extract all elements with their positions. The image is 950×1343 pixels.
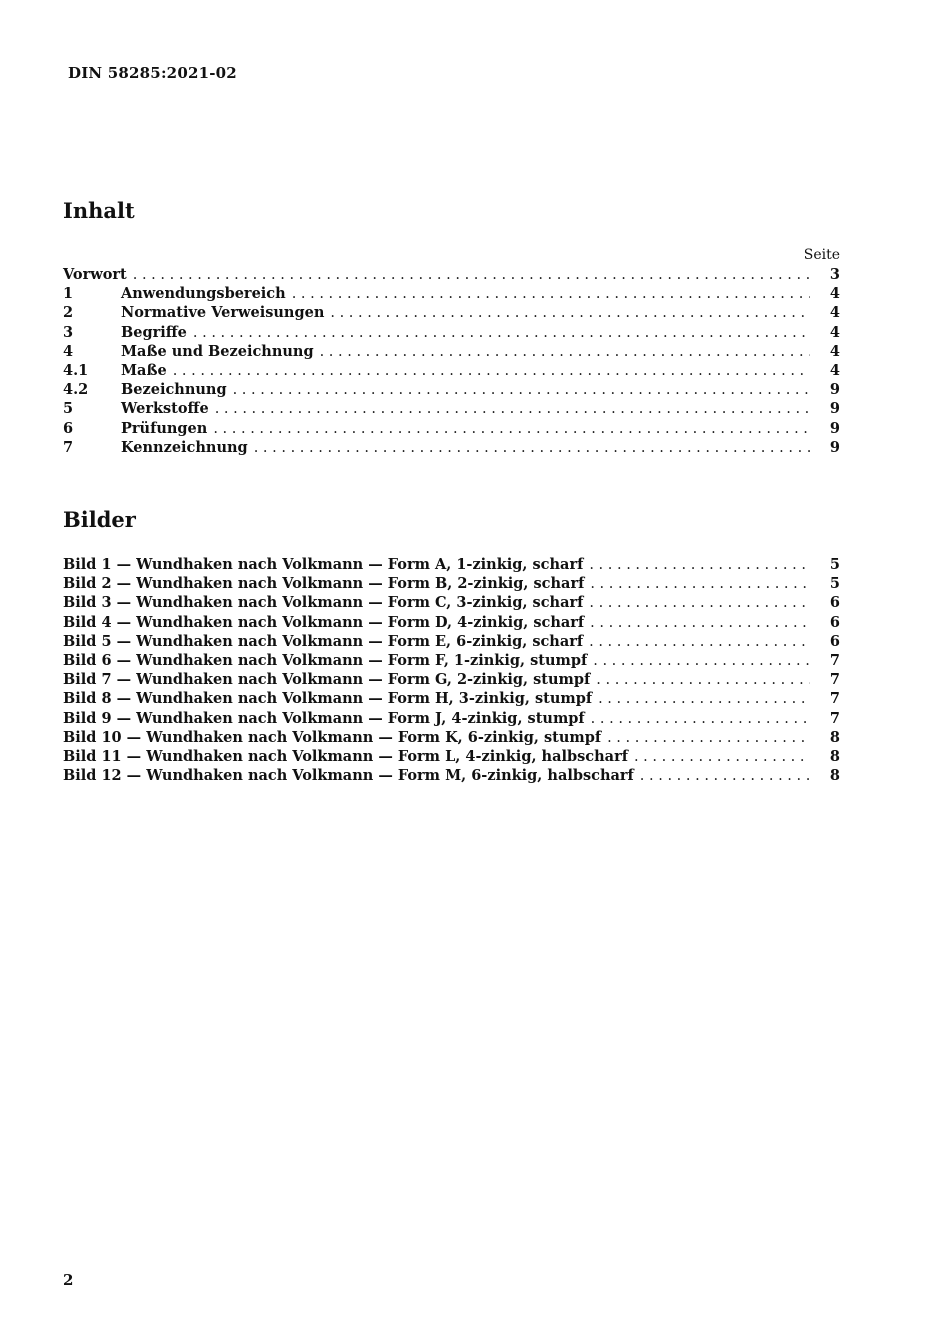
figure-entry-page: 7 [829, 651, 840, 669]
figure-entry-label: Bild 10 — Wundhaken nach Volkmann — Form K, 6-zinkig, stumpf [63, 728, 602, 746]
toc-entry-page: 4 [829, 361, 840, 379]
dot-leader [589, 633, 810, 652]
figure-entry-label: Bild 9 — Wundhaken nach Volkmann — Form J, 4-zinkig, stumpf [63, 709, 585, 727]
figure-entry-page: 5 [829, 556, 840, 573]
page-column-label: Seite [803, 247, 840, 263]
dot-leader [598, 690, 810, 709]
figure-entry-page: 6 [829, 632, 840, 650]
figure-entry-label: Bild 6 — Wundhaken nach Volkmann — Form F, 1-zinkig, stumpf [63, 651, 588, 669]
toc-entry[interactable] [63, 303, 840, 322]
toc-entry-label: Kennzeichnung [121, 438, 248, 456]
contents-title: Inhalt [63, 198, 135, 223]
figure-entry-label: Bild 8 — Wundhaken nach Volkmann — Form H, 3-zinkig, stumpf [63, 690, 593, 708]
figure-entry-page: 7 [829, 709, 840, 727]
dot-leader [591, 710, 810, 729]
dot-leader [589, 594, 810, 613]
table-of-contents [63, 246, 840, 457]
dot-leader [215, 400, 810, 419]
figure-entry-label: Bild 2 — Wundhaken nach Volkmann — Form B, 2-zinkig, scharf [63, 575, 585, 593]
toc-entry-page: 4 [829, 285, 840, 303]
figure-entry-label: Bild 5 — Wundhaken nach Volkmann — Form E, 6-zinkig, scharf [63, 632, 584, 650]
toc-entry[interactable] [63, 342, 840, 361]
figure-entry-page: 7 [829, 671, 840, 689]
page-number: 2 [63, 1271, 74, 1289]
dot-leader [593, 652, 810, 671]
toc-entry[interactable] [63, 361, 840, 380]
dot-leader [590, 614, 810, 633]
figure-entry[interactable] [63, 555, 840, 574]
figure-entry[interactable] [63, 689, 840, 708]
figure-entry[interactable] [63, 593, 840, 612]
toc-entry-page: 9 [829, 381, 840, 399]
dot-leader [233, 381, 810, 400]
figure-entry-label: Bild 4 — Wundhaken nach Volkmann — Form D, 4-zinkig, scharf [63, 613, 585, 631]
toc-entry-label: Werkstoffe [121, 400, 209, 418]
toc-entry-label: Vorwort [63, 266, 127, 283]
toc-entry[interactable] [63, 380, 840, 399]
figure-entry-label: Bild 7 — Wundhaken nach Volkmann — Form G, 2-zinkig, stumpf [63, 671, 591, 689]
toc-entry-page: 4 [829, 323, 840, 341]
toc-entry-label: Maße und Bezeichnung [121, 342, 314, 360]
toc-entry-label: Normative Verweisungen [121, 304, 325, 322]
dot-leader [254, 439, 810, 458]
toc-entry[interactable] [63, 419, 840, 438]
toc-entry-label: Maße [121, 361, 167, 379]
figure-entry-page: 7 [829, 690, 840, 708]
toc-entry-page: 9 [829, 400, 840, 418]
dot-leader [589, 556, 810, 575]
figure-entry[interactable] [63, 632, 840, 651]
dot-leader [634, 748, 810, 767]
dot-leader [607, 729, 810, 748]
dot-leader [133, 266, 810, 285]
toc-entry-number: 7 [63, 438, 74, 456]
figure-entry-page: 6 [829, 613, 840, 631]
toc-entry-label: Prüfungen [121, 419, 208, 437]
figure-entry-page: 8 [829, 767, 840, 785]
toc-entry[interactable] [63, 438, 840, 457]
toc-entry-number: 4.1 [63, 361, 89, 379]
figure-entry-label: Bild 12 — Wundhaken nach Volkmann — Form M, 6-zinkig, halbscharf [63, 767, 634, 785]
figure-entry[interactable] [63, 613, 840, 632]
toc-entry-number: 5 [63, 400, 74, 418]
toc-entry-page: 3 [829, 266, 840, 283]
figure-entry[interactable] [63, 670, 840, 689]
toc-entry-page: 9 [829, 419, 840, 437]
toc-entry[interactable] [63, 323, 840, 342]
document-id: DIN 58285:2021-02 [68, 64, 237, 82]
toc-entry-label: Anwendungsbereich [121, 285, 286, 303]
toc-entry-number: 2 [63, 304, 74, 322]
figure-entry-label: Bild 1 — Wundhaken nach Volkmann — Form A, 1-zinkig, scharf [63, 556, 584, 573]
figure-entry-page: 6 [829, 594, 840, 612]
figure-entry[interactable] [63, 728, 840, 747]
figure-entry[interactable] [63, 766, 840, 785]
figure-entry[interactable] [63, 709, 840, 728]
toc-entry[interactable] [63, 399, 840, 418]
toc-entry-number: 4 [63, 342, 74, 360]
toc-entry-number: 3 [63, 323, 74, 341]
figure-entry-label: Bild 11 — Wundhaken nach Volkmann — Form L, 4-zinkig, halbscharf [63, 747, 628, 765]
list-of-figures [63, 555, 840, 785]
figure-entry[interactable] [63, 747, 840, 766]
toc-entry-label: Bezeichnung [121, 381, 227, 399]
toc-entry-page: 4 [829, 342, 840, 360]
dot-leader [320, 343, 810, 362]
figure-entry-page: 8 [829, 747, 840, 765]
figures-title: Bilder [63, 507, 136, 532]
dot-leader [330, 304, 810, 323]
toc-entry[interactable] [63, 265, 840, 284]
dot-leader [640, 767, 810, 786]
dot-leader [596, 671, 810, 690]
dot-leader [213, 420, 810, 439]
toc-entry-number: 1 [63, 285, 74, 303]
toc-entry-label: Begriffe [121, 323, 187, 341]
figure-entry[interactable] [63, 574, 840, 593]
toc-entry[interactable] [63, 284, 840, 303]
toc-entry-page: 9 [829, 438, 840, 456]
toc-entry-number: 4.2 [63, 381, 89, 399]
figure-entry-page: 5 [829, 575, 840, 593]
dot-leader [173, 362, 810, 381]
figure-entry[interactable] [63, 651, 840, 670]
figure-entry-label: Bild 3 — Wundhaken nach Volkmann — Form C, 3-zinkig, scharf [63, 594, 584, 612]
dot-leader [292, 285, 810, 304]
figure-entry-page: 8 [829, 728, 840, 746]
dot-leader [590, 575, 810, 594]
dot-leader [193, 324, 810, 343]
toc-entry-page: 4 [829, 304, 840, 322]
toc-entry-number: 6 [63, 419, 74, 437]
